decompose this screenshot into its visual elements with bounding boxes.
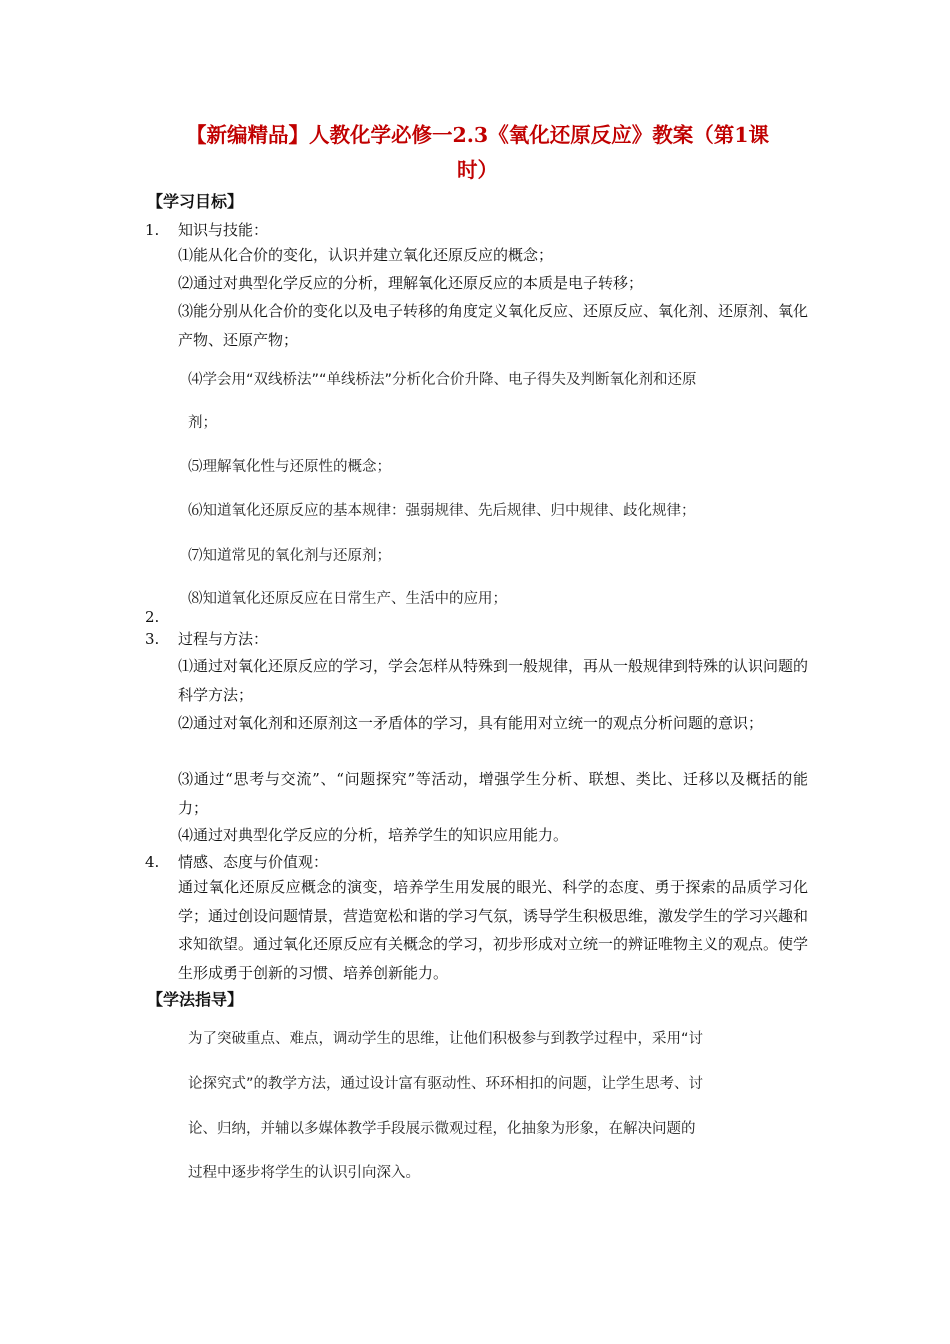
knowledge-point-3: ⑶能分别从化合价的变化以及电子转移的角度定义氧化反应、还原反应、氧化剂、还原剂、氧化产物、还原产物； bbox=[178, 302, 809, 349]
item-4-heading: 情感、态度与价值观： bbox=[178, 853, 329, 871]
knowledge-point-8: ⑻知道氧化还原反应在日常生产、生活中的应用； bbox=[188, 591, 507, 607]
item-1-number: 1. bbox=[145, 221, 160, 239]
knowledge-point-1: ⑴能从化合价的变化，认识并建立氧化还原反应的概念； bbox=[178, 246, 554, 264]
knowledge-point-2: ⑵通过对典型化学反应的分析，理解氧化还原反应的本质是电子转移； bbox=[178, 274, 644, 292]
knowledge-point-4-cont: 剂； bbox=[188, 415, 217, 431]
study-guide-line-2: 论探究式”的教学方法，通过设计富有驱动性、环环相扣的问题，让学生思考、讨 bbox=[188, 1076, 704, 1092]
knowledge-point-6: ⑹知道氧化还原反应的基本规律：强弱规律、先后规律、归中规律、歧化规律； bbox=[188, 503, 696, 519]
process-point-3: ⑶通过“思考与交流”、“问题探究”等活动，增强学生分析、联想、类比、迁移以及概括的能力； bbox=[178, 770, 808, 817]
process-point-2: ⑵通过对氧化剂和还原剂这一矛盾体的学习，具有能用对立统一的观点分析问题的意识； bbox=[178, 714, 764, 732]
item-3-number: 3. bbox=[145, 630, 160, 648]
study-guide-line-1: 为了突破重点、难点，调动学生的思维，让他们积极参与到教学过程中，采用“讨 bbox=[188, 1031, 704, 1047]
learning-goals-heading: 【学习目标】 bbox=[147, 192, 244, 211]
document-title bbox=[145, 118, 810, 188]
attitude-paragraph: 通过氧化还原反应概念的演变，培养学生用发展的眼光、科学的态度、勇于探索的品质学习化学；通过创设问题情景，营造宽松和谐的学习气氛，诱导学生积极思维，激发学生的学习兴趣和求知欲望。通过氧化还原反应有关概念的学习，初步形成对立统一的辨证唯物主义的观点。使学生形成勇于创新的习惯、培养创新能力。 bbox=[178, 878, 809, 982]
knowledge-point-4: ⑷学会用“双线桥法”“单线桥法”分析化合价升降、电子得失及判断氧化剂和还原 bbox=[188, 372, 697, 388]
study-guide-line-4: 过程中逐步将学生的认识引向深入。 bbox=[188, 1165, 420, 1181]
study-guide-line-3: 论、归纳，并辅以多媒体教学手段展示微观过程，化抽象为形象，在解决问题的 bbox=[188, 1121, 696, 1137]
study-guide-heading: 【学法指导】 bbox=[147, 990, 244, 1009]
item-1-heading: 知识与技能： bbox=[178, 221, 269, 239]
process-point-4: ⑷通过对典型化学反应的分析，培养学生的知识应用能力。 bbox=[178, 826, 569, 844]
process-point-1: ⑴通过对氧化还原反应的学习，学会怎样从特殊到一般规律，再从一般规律到特殊的认识问题的科学方法； bbox=[178, 657, 809, 704]
title-text: 【新编精品】人教化学必修一2.3《氧化还原反应》教案（第1课 bbox=[186, 123, 769, 147]
item-4-number: 4. bbox=[145, 853, 160, 871]
item-3-heading: 过程与方法： bbox=[178, 630, 269, 648]
title-continuation: 时） bbox=[457, 158, 498, 182]
item-2-number: 2. bbox=[145, 608, 160, 626]
knowledge-point-7: ⑺知道常见的氧化剂与还原剂； bbox=[188, 548, 391, 564]
knowledge-point-5: ⑸理解氧化性与还原性的概念； bbox=[188, 459, 391, 475]
